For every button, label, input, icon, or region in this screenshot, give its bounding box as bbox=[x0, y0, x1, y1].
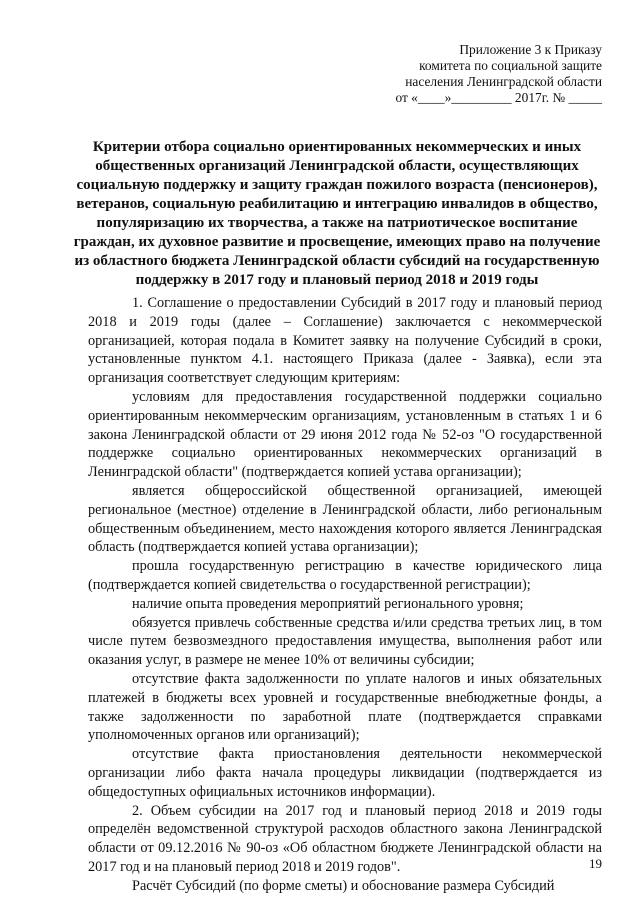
paragraph: является общероссийской общественной организацией, имеющей региональное (местное) отделение в Ленинградской области, либо региональным общественным объединением, место нахождения которого является Ленинградская область (подтверждается копией устава организации); bbox=[88, 482, 602, 556]
paragraph: отсутствие факта приостановления деятельности некоммерческой организации либо факта начала процедуры ликвидации (подтверждается из общедоступных официальных источников информации). bbox=[88, 746, 602, 800]
paragraph: 2. Объем субсидии на 2017 год и плановый период 2018 и 2019 годы определён ведомственной структурой расходов областного закона Ленинградской области от 09.12.2016 № 90-оз «Об областном бюджете Ленинградской области на 2017 год и на плановый период 2018 и 2019 годов". bbox=[88, 802, 602, 875]
paragraph: обязуется привлечь собственные средства и/или средства третьих лиц, в том числе путем безвозмездного предоставления имущества, выполнения работ или оказания услуг, в размере не менее 10% от величины субсидии; bbox=[88, 614, 602, 669]
appendix-header bbox=[395, 42, 602, 106]
paragraph: отсутствие факта задолженности по уплате налогов и иных обязательных платежей в бюджеты всех уровней и государственные внебюджетные фонды, а также задолженности по заработной плате (подтверждается справками уполномоченных органов или организаций); bbox=[88, 670, 602, 744]
document-title: Критерии отбора социально ориентированных некоммерческих и иных общественных организаций Ленинградской области, осуществляющих социальную поддержку и защиту граждан пожилого возраста (пенсионеров), ветеранов, социальную реабилитацию и интеграцию инвалидов в общество, популяризацию их творчества, а также на патриотическое воспитание граждан, их духовное развитие и просвещение, имеющих право на получение из областного бюджета Ленинградской области субсидий на государственную поддержку в 2017 году и плановый период 2018 и 2019 годы bbox=[73, 139, 601, 288]
document-body bbox=[88, 294, 602, 896]
header-line-1: Приложение 3 к Приказу bbox=[459, 42, 602, 57]
paragraph: 1. Соглашение о предоставлении Субсидий в 2017 году и плановый период 2018 и 2019 годы (далее – Соглашение) заключается с некоммерческой организацией, которая подала в Комитет заявку на получение Субсидий в сроки, установленные пунктом 4.1. настоящего Приказа (далее - Заявка), если эта организация соответствует следующим критериям: bbox=[88, 295, 602, 387]
header-line-4: от «____»_________ 2017г. № _____ bbox=[395, 90, 602, 105]
header-line-3: населения Ленинградской области bbox=[405, 74, 602, 89]
paragraph: Расчёт Субсидий (по форме сметы) и обоснование размера Субсидий bbox=[132, 877, 555, 894]
page-number: 19 bbox=[589, 856, 602, 871]
header-line-2: комитета по социальной защите bbox=[419, 58, 602, 73]
paragraph: прошла государственную регистрацию в качестве юридического лица (подтверждается копией свидетельства о государственной регистрации); bbox=[88, 558, 602, 593]
paragraph: наличие опыта проведения мероприятий регионального уровня; bbox=[132, 595, 524, 612]
paragraph: условиям для предоставления государственной поддержки социально ориентированным некоммерческим организациям, установленным в статьях 1 и 6 закона Ленинградской области от 29 июня 2012 года № 52-оз "О государственной поддержке социально ориентированных некоммерческих организаций в Ленинградской области" (подтверждается копией устава организации); bbox=[88, 388, 602, 481]
